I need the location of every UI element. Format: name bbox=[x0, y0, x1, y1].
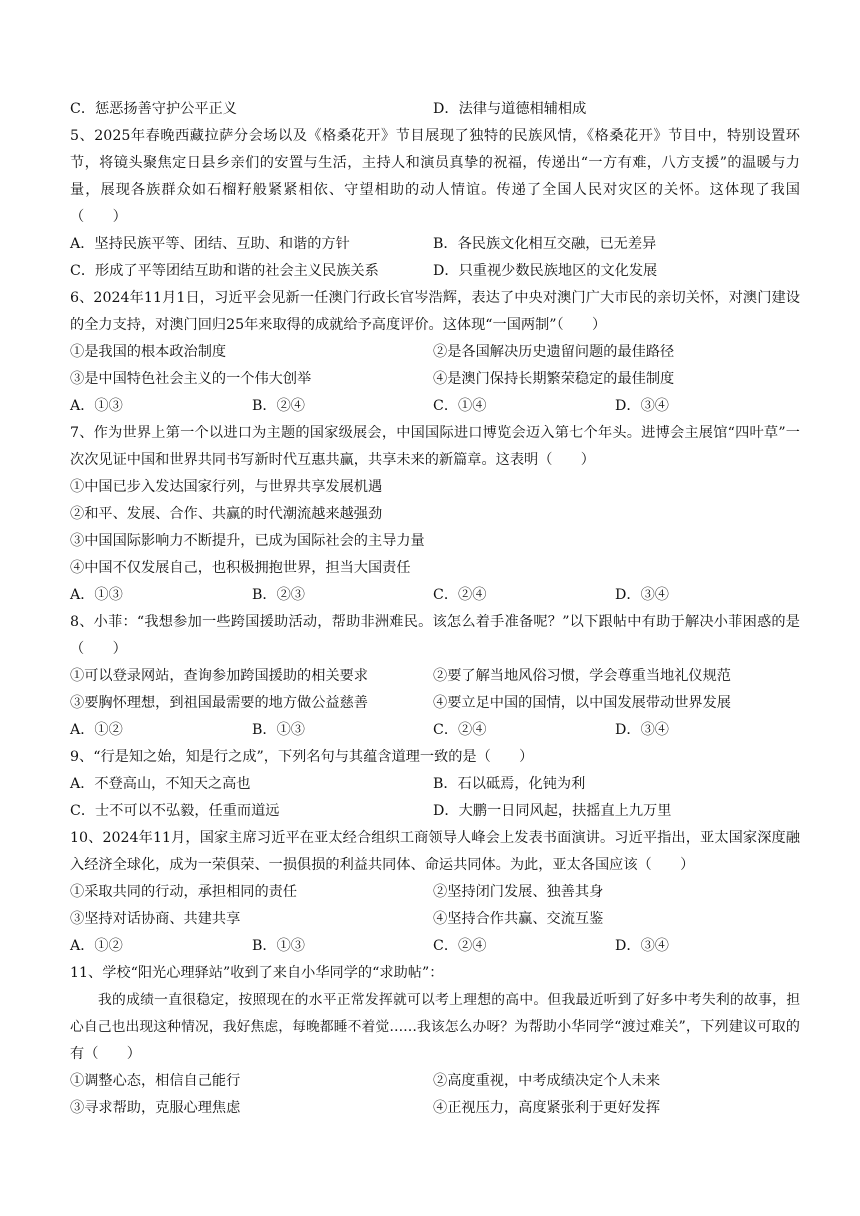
statement-2: ②高度重视，中考成绩决定个人未来 bbox=[433, 1073, 661, 1089]
q6-stem: 6、2024年11月1日，习近平会见新一任澳门行政长官岑浩辉，表达了中央对澳门广大市民的亲切关怀，对澳门建设的全力支持，对澳门回归25年来取得的成就给予高度评价。这体现“一国两制”（ ） bbox=[70, 290, 800, 333]
option-d: D．③④ bbox=[615, 398, 669, 414]
option-a: A．不登高山，不知天之高也 bbox=[70, 776, 251, 792]
statement-2: ②是各国解决历史遗留问题的最佳路径 bbox=[433, 344, 675, 360]
option-b: B．各民族文化相互交融，已无差异 bbox=[433, 236, 657, 252]
option-c: C．惩恶扬善守护公平正义 bbox=[70, 101, 237, 117]
option-a: A．①③ bbox=[70, 587, 123, 603]
option-a: A．①② bbox=[70, 722, 123, 738]
statement-1: ①可以登录网站，查询参加跨国援助的相关要求 bbox=[70, 668, 368, 684]
q11-stem: 11、学校“阳光心理驿站”收到了来自小华同学的“求助帖”： bbox=[70, 965, 444, 981]
q10-statements-12 bbox=[70, 879, 800, 906]
q11-statements-34 bbox=[70, 1095, 800, 1122]
option-c: C．士不可以不弘毅，任重而道远 bbox=[70, 803, 280, 819]
statement-2: ②坚持闭门发展、独善其身 bbox=[433, 884, 604, 900]
option-d: D．只重视少数民族地区的文化发展 bbox=[433, 263, 658, 279]
q5-options-ab bbox=[70, 231, 800, 258]
option-a: A．①② bbox=[70, 938, 123, 954]
q11-statements-12 bbox=[70, 1068, 800, 1095]
option-a: A．坚持民族平等、团结、互助、和谐的方针 bbox=[70, 236, 350, 252]
q11-quote-block bbox=[70, 987, 800, 1068]
statement-2: ②要了解当地风俗习惯，学会尊重当地礼仪规范 bbox=[433, 668, 731, 684]
statement-3: ③坚持对话协商、共建共享 bbox=[70, 911, 241, 927]
statement-1: ①是我国的根本政治制度 bbox=[70, 344, 227, 360]
q6-statements-12 bbox=[70, 339, 800, 366]
option-a: A．①③ bbox=[70, 398, 123, 414]
q11-quote: 我的成绩一直很稳定，按照现在的水平正常发挥就可以考上理想的高中。但我最近听到了好多中考失利的故事，担心自己也出现这种情况，我好焦虑，每晚都睡不着觉……我该怎么办呀？ bbox=[70, 992, 800, 1035]
option-d: D．大鹏一日同风起，扶摇直上九万里 bbox=[433, 803, 672, 819]
q9-options-ab bbox=[70, 771, 800, 798]
q10-options bbox=[70, 933, 800, 960]
q11-quote-tail: 为帮助小华同学“渡过难关”，下列建议可取的有（ ） bbox=[70, 1019, 800, 1062]
q9-options-cd bbox=[70, 798, 800, 825]
option-c: C．②④ bbox=[433, 938, 487, 954]
option-b: B．②③ bbox=[252, 587, 305, 603]
q10-statements-34 bbox=[70, 906, 800, 933]
option-b: B．石以砥焉，化钝为利 bbox=[433, 776, 586, 792]
option-d: D．③④ bbox=[615, 722, 669, 738]
statement-1: ①调整心态，相信自己能行 bbox=[70, 1073, 241, 1089]
q8-stem: 8、小菲：“我想参加一些跨国援助活动，帮助非洲难民。该怎么着手准备呢？”以下跟帖中有助于解决小菲困惑的是（ ） bbox=[70, 614, 800, 657]
statement-3: ③要胸怀理想，到祖国最需要的地方做公益慈善 bbox=[70, 695, 368, 711]
q5-stem: 5、2025年春晚西藏拉萨分会场以及《格桑花开》节目展现了独特的民族风情，《格桑花开》节目中，特别设置环节，将镜头聚焦定日县乡亲们的安置与生活，主持人和演员真挚的祝福，传递出“一方有难，八方支援”的温暖与力量，展现各族群众如石榴籽般紧紧相依、守望相助的动人情谊。传递了全国人民对灾区的关怀。这体现了我国（ ） bbox=[70, 128, 800, 225]
statement-4: ④要立足中国的国情，以中国发展带动世界发展 bbox=[433, 695, 731, 711]
option-c: C．②④ bbox=[433, 722, 487, 738]
statement-2: ②和平、发展、合作、共赢的时代潮流越来越强劲 bbox=[70, 506, 383, 522]
option-b: B．①③ bbox=[252, 722, 305, 738]
q8-statements-34 bbox=[70, 690, 800, 717]
q9-stem: 9、“行是知之始，知是行之成”，下列名句与其蕴含道理一致的是（ ） bbox=[70, 749, 534, 765]
q5-options-cd bbox=[70, 258, 800, 285]
option-d: D．③④ bbox=[615, 587, 669, 603]
exam-page bbox=[70, 96, 800, 1122]
option-b: B．②④ bbox=[252, 398, 305, 414]
option-c: C．②④ bbox=[433, 587, 487, 603]
q10-stem: 10、2024年11月，国家主席习近平在亚太经合组织工商领导人峰会上发表书面演讲。习近平指出，亚太国家深度融入经济全球化，成为一荣俱荣、一损俱损的利益共同体、命运共同体。为此，亚太各国应该（ ） bbox=[70, 830, 800, 873]
q8-statements-12 bbox=[70, 663, 800, 690]
option-b: B．①③ bbox=[252, 938, 305, 954]
statement-1: ①采取共同的行动，承担相同的责任 bbox=[70, 884, 298, 900]
option-d: D．③④ bbox=[615, 938, 669, 954]
q8-options bbox=[70, 717, 800, 744]
q4-options-cd bbox=[70, 96, 800, 123]
statement-3: ③是中国特色社会主义的一个伟大创举 bbox=[70, 371, 312, 387]
statement-1: ①中国已步入发达国家行列，与世界共享发展机遇 bbox=[70, 479, 383, 495]
q7-options bbox=[70, 582, 800, 609]
option-c: C．①④ bbox=[433, 398, 487, 414]
q6-options bbox=[70, 393, 800, 420]
statement-3: ③中国国际影响力不断提升，已成为国际社会的主导力量 bbox=[70, 533, 425, 549]
statement-4: ④正视压力，高度紧张利于更好发挥 bbox=[433, 1100, 661, 1116]
statement-4: ④中国不仅发展自己，也积极拥抱世界，担当大国责任 bbox=[70, 560, 411, 576]
option-c: C．形成了平等团结互助和谐的社会主义民族关系 bbox=[70, 263, 379, 279]
statement-4: ④坚持合作共赢、交流互鉴 bbox=[433, 911, 604, 927]
statement-4: ④是澳门保持长期繁荣稳定的最佳制度 bbox=[433, 371, 675, 387]
option-d: D．法律与道德相辅相成 bbox=[433, 101, 587, 117]
statement-3: ③寻求帮助，克服心理焦虑 bbox=[70, 1100, 241, 1116]
q6-statements-34 bbox=[70, 366, 800, 393]
q7-stem: 7、作为世界上第一个以进口为主题的国家级展会，中国国际进口博览会迈入第七个年头。进博会主展馆“四叶草”一次次见证中国和世界共同书写新时代互惠共赢，共享未来的新篇章。这表明（ ） bbox=[70, 425, 800, 468]
